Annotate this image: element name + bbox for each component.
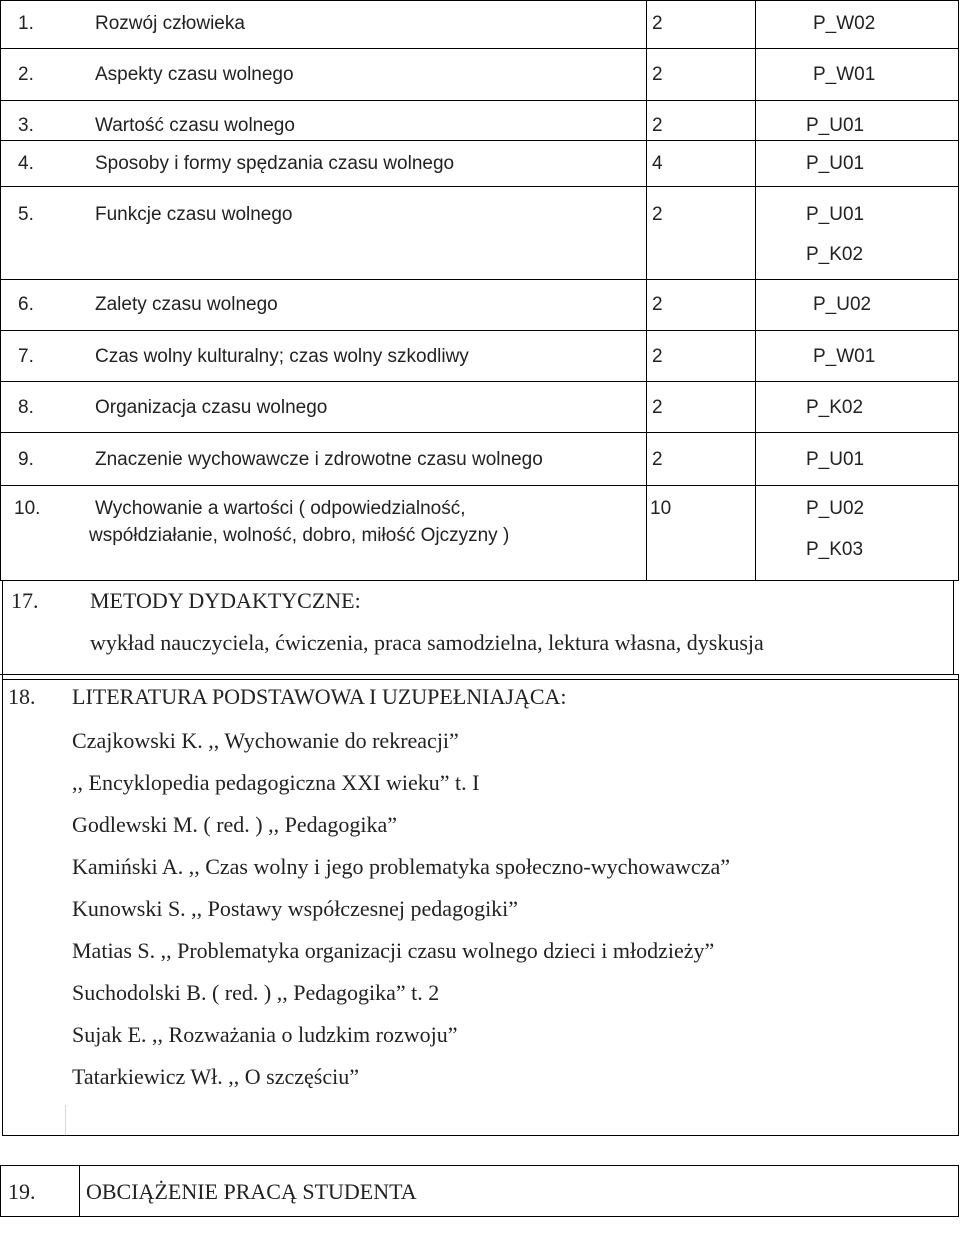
section-content: wykład nauczyciela, ćwiczenia, praca samodzielna, lektura własna, dyskusja <box>90 630 764 655</box>
section-number: 19. <box>8 1179 36 1204</box>
topic-number: 4. <box>18 153 34 174</box>
topic-title-line: współdziałanie, wolność, dobro, miłość Ojczyzny ) <box>89 525 510 546</box>
topic-hours: 2 <box>652 397 663 418</box>
literature-item: Czajkowski K. ,, Wychowanie do rekreacji” <box>72 728 459 753</box>
topic-code: P_K02 <box>806 244 864 265</box>
section-heading: LITERATURA PODSTAWOWA I UZUPEŁNIAJĄCA: <box>72 684 567 709</box>
literature-item: Matias S. ,, Problematyka organizacji czasu wolnego dzieci i młodzieży” <box>72 938 715 963</box>
literature-item: Sujak E. ,, Rozważania o ludzkim rozwoju” <box>72 1022 458 1047</box>
topic-number: 10. <box>14 498 41 519</box>
literature-item: Suchodolski B. ( red. ) ,, Pedagogika” t. 2 <box>72 980 440 1005</box>
section-border-bottom <box>0 1216 959 1217</box>
topic-code: P_U01 <box>806 115 865 136</box>
topic-number: 9. <box>18 449 34 470</box>
topic-code: P_K03 <box>806 539 864 560</box>
topic-hours: 2 <box>652 204 663 225</box>
literature-item: Kamiński A. ,, Czas wolny i jego problematyka społeczno-wychowawcza” <box>72 854 730 879</box>
table-border-row <box>0 330 959 331</box>
table-border-row <box>0 140 959 141</box>
topic-hours: 10 <box>650 498 672 519</box>
topic-code: P_U01 <box>806 153 865 174</box>
table-border-row <box>0 279 959 280</box>
table-border-row <box>0 381 959 382</box>
literature-item: Kunowski S. ,, Postawy współczesnej pedagogiki” <box>72 896 519 921</box>
topic-title: Rozwój człowieka <box>95 13 245 34</box>
topic-code: P_W01 <box>813 346 876 367</box>
section-border-left <box>0 1165 1 1217</box>
section-border-bottom <box>0 674 959 675</box>
literature-item: ,, Encyklopedia pedagogiczna XXI wieku” t. I <box>72 770 480 795</box>
topic-number: 8. <box>18 397 34 418</box>
topic-title: Organizacja czasu wolnego <box>95 397 328 418</box>
topic-number: 5. <box>18 204 34 225</box>
section-border-col <box>79 1165 80 1217</box>
section-number: 18. <box>8 684 36 709</box>
topic-number: 1. <box>18 13 34 34</box>
section-border-top <box>2 679 959 680</box>
section-border-bottom <box>2 1135 959 1136</box>
table-border-row <box>0 485 959 486</box>
table-border-col-codes <box>755 0 756 580</box>
section-border-right <box>958 1165 959 1217</box>
table-border-row <box>0 186 959 187</box>
table-border-top <box>0 0 959 1</box>
section-border-left <box>2 674 3 1136</box>
topic-title: Wartość czasu wolnego <box>95 115 295 136</box>
topic-title: Znaczenie wychowawcze i zdrowotne czasu wolnego <box>95 449 543 470</box>
topic-title: Funkcje czasu wolnego <box>95 204 293 225</box>
topic-title: Czas wolny kulturalny; czas wolny szkodliwy <box>95 346 469 367</box>
column-divider <box>65 1105 66 1135</box>
topic-code: P_K02 <box>806 397 864 418</box>
topic-hours: 2 <box>652 13 663 34</box>
section-heading: OBCIĄŻENIE PRACĄ STUDENTA <box>86 1179 417 1204</box>
table-border-left <box>0 0 1 580</box>
topic-hours: 2 <box>652 64 663 85</box>
topic-number: 7. <box>18 346 34 367</box>
topic-hours: 4 <box>652 153 663 174</box>
literature-item: Godlewski M. ( red. ) ,, Pedagogika” <box>72 812 398 837</box>
section-border-right <box>953 580 954 675</box>
topic-number: 6. <box>18 294 34 315</box>
topic-code: P_U02 <box>806 498 865 519</box>
topic-number: 2. <box>18 64 34 85</box>
table-border-right <box>958 0 959 580</box>
topic-code: P_U01 <box>806 449 865 470</box>
topic-code: P_U01 <box>806 204 865 225</box>
topic-title: Aspekty czasu wolnego <box>95 64 294 85</box>
topic-code: P_W01 <box>813 64 876 85</box>
section-border-top <box>0 1165 959 1166</box>
section-border-right <box>958 674 959 1136</box>
section-border-left <box>2 580 3 675</box>
table-border-col-hours <box>646 0 647 580</box>
topic-hours: 2 <box>652 346 663 367</box>
table-border-row <box>0 432 959 433</box>
topic-number: 3. <box>18 115 34 136</box>
table-border-bottom <box>0 580 959 581</box>
table-border-row <box>0 100 959 101</box>
topic-title: Sposoby i formy spędzania czasu wolnego <box>95 153 455 174</box>
topic-hours: 2 <box>652 115 663 136</box>
topic-code: P_U02 <box>813 294 872 315</box>
section-heading: METODY DYDAKTYCZNE: <box>90 588 361 613</box>
literature-item: Tatarkiewicz Wł. ,, O szczęściu” <box>72 1064 359 1089</box>
topic-code: P_W02 <box>813 13 876 34</box>
topic-title-line: Wychowanie a wartości ( odpowiedzialność, <box>95 498 466 519</box>
section-number: 17. <box>11 588 39 613</box>
topic-title: Zalety czasu wolnego <box>95 294 278 315</box>
table-border-row <box>0 48 959 49</box>
topic-hours: 2 <box>652 294 663 315</box>
topic-hours: 2 <box>652 449 663 470</box>
